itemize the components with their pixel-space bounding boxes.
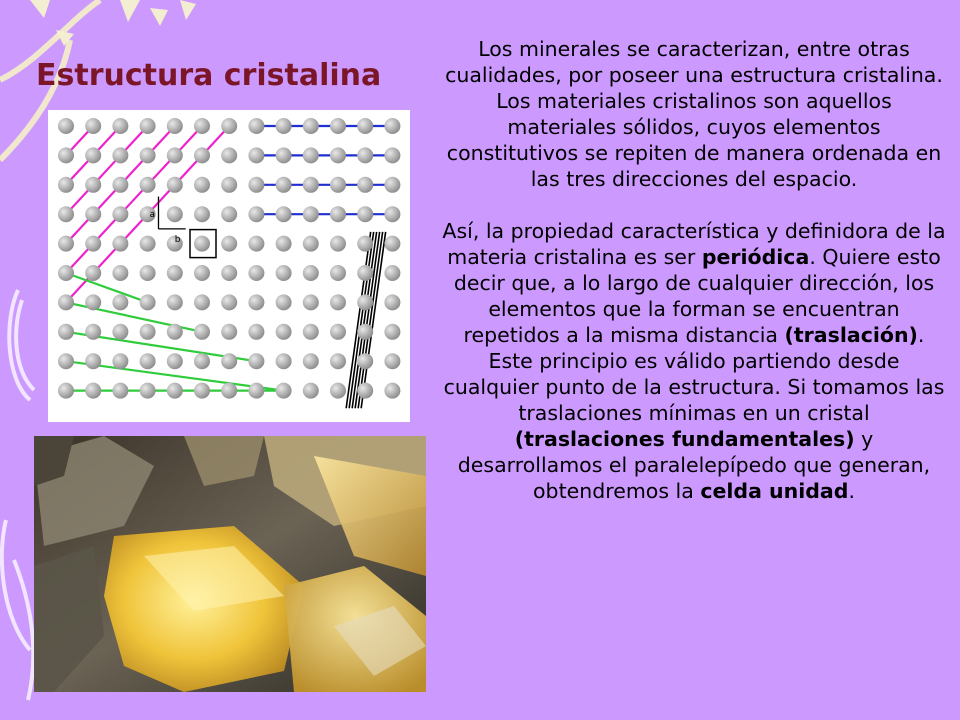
lattice-atom [167, 294, 183, 310]
paragraph-intro: Los minerales se caracterizan, entre otras cualidades, por poseer una estructura cristalina. Los materiales cristalinos son aquellos materiales sólidos, cuyos elementos constitutivos se repiten de manera ordenada en las tres direcciones del espacio. [445, 37, 943, 191]
lattice-atom [248, 383, 264, 399]
paragraph-periodicity [442, 218, 946, 504]
lattice-atom [58, 118, 74, 134]
lattice-atom [112, 324, 128, 340]
lattice-atom [276, 206, 292, 222]
lattice-atom [58, 324, 74, 340]
lattice-atom [167, 353, 183, 369]
lattice-atom [248, 265, 264, 281]
lattice-atom [221, 383, 237, 399]
lattice-atom [221, 118, 237, 134]
lattice-atom [112, 353, 128, 369]
lattice-atom [303, 294, 319, 310]
lattice-atom [221, 324, 237, 340]
lattice-atom [384, 147, 400, 163]
lattice-atom [58, 265, 74, 281]
axis-label-b: b [174, 234, 181, 245]
lattice-atom [140, 265, 156, 281]
lattice-atom [85, 383, 101, 399]
lattice-atom [194, 177, 210, 193]
lattice-atom [357, 324, 373, 340]
lattice-atom [384, 265, 400, 281]
text-span: Así, la propiedad característica y definidora de la materia cristalina es ser [442, 219, 946, 269]
lattice-atom [58, 177, 74, 193]
lattice-atom [221, 265, 237, 281]
lattice-atom [140, 383, 156, 399]
lattice-atom [167, 147, 183, 163]
lattice-atom [357, 118, 373, 134]
lattice-atom [221, 147, 237, 163]
lattice-atom [357, 353, 373, 369]
lattice-svg [48, 110, 410, 422]
lattice-atom [112, 383, 128, 399]
lattice-atom [303, 353, 319, 369]
lattice-atom [357, 383, 373, 399]
lattice-atom [194, 353, 210, 369]
lattice-atom [221, 206, 237, 222]
lattice-atom [384, 118, 400, 134]
lattice-atom [194, 147, 210, 163]
lattice-atom [167, 324, 183, 340]
lattice-atom [330, 118, 346, 134]
lattice-atom [303, 118, 319, 134]
lattice-atom [85, 147, 101, 163]
lattice-atom [167, 206, 183, 222]
lattice-atom [248, 324, 264, 340]
lattice-atom [112, 206, 128, 222]
lattice-atom [85, 324, 101, 340]
lattice-atom [221, 236, 237, 252]
slide-title: Estructura cristalina [36, 58, 382, 93]
lattice-atom [276, 118, 292, 134]
lattice-atom [276, 265, 292, 281]
lattice-atom [357, 265, 373, 281]
lattice-atom [167, 177, 183, 193]
lattice-atom [112, 177, 128, 193]
crystal-photo [34, 436, 426, 692]
lattice-atom [303, 236, 319, 252]
body-text [442, 36, 946, 504]
lattice-atom [248, 353, 264, 369]
lattice-atom [85, 353, 101, 369]
lattice-atom [194, 265, 210, 281]
lattice-atom [276, 147, 292, 163]
text-span: . Quiere esto decir que, a lo largo de cualquier dirección, los elementos que la forman se encuentran repetidos a la misma distancia [453, 245, 941, 347]
text-span: . [848, 479, 855, 503]
lattice-atom [85, 118, 101, 134]
lattice-atom [58, 294, 74, 310]
lattice-atom [58, 206, 74, 222]
lattice-atom [384, 177, 400, 193]
lattice-atom [303, 383, 319, 399]
lattice-atom [194, 118, 210, 134]
yellow-crystal-image [34, 436, 426, 692]
lattice-line-magenta [66, 126, 202, 273]
lattice-atom [357, 206, 373, 222]
lattice-atom [140, 353, 156, 369]
lattice-atom [276, 177, 292, 193]
lattice-atom [303, 265, 319, 281]
lattice-atom [276, 294, 292, 310]
lattice-atom [330, 265, 346, 281]
lattice-atom [357, 147, 373, 163]
lattice-atom [112, 147, 128, 163]
crystal-lattice-diagram [48, 110, 410, 422]
lattice-atom [248, 206, 264, 222]
lattice-atom [221, 353, 237, 369]
lattice-atom [303, 177, 319, 193]
lattice-atom [194, 206, 210, 222]
lattice-atom [140, 147, 156, 163]
lattice-atom [58, 147, 74, 163]
lattice-atom [276, 383, 292, 399]
lattice-atom [194, 383, 210, 399]
lattice-atom [140, 177, 156, 193]
lattice-atom [384, 383, 400, 399]
lattice-atom [194, 294, 210, 310]
lattice-atom [194, 236, 210, 252]
lattice-atom [221, 294, 237, 310]
term-celda-unidad: celda unidad [700, 479, 849, 503]
lattice-atom [330, 206, 346, 222]
lattice-atom [85, 206, 101, 222]
lattice-atom [384, 236, 400, 252]
lattice-atom [58, 353, 74, 369]
lattice-atom [357, 294, 373, 310]
lattice-atom [248, 177, 264, 193]
lattice-atom [384, 294, 400, 310]
lattice-atom [112, 236, 128, 252]
lattice-atom [276, 353, 292, 369]
lattice-atom [357, 177, 373, 193]
lattice-atom [167, 265, 183, 281]
lattice-atom [330, 236, 346, 252]
lattice-atom [221, 177, 237, 193]
lattice-atom [248, 118, 264, 134]
term-periodica: periódica [701, 245, 810, 269]
lattice-atom [330, 294, 346, 310]
lattice-atom [330, 147, 346, 163]
lattice-atom [303, 324, 319, 340]
lattice-atom [357, 236, 373, 252]
text-span: . Este principio es válido partiendo desde cualquier punto de la estructura. Si tomamos las traslaciones mínimas en un cristal [443, 323, 945, 425]
term-traslaciones-fundamentales: (traslaciones fundamentales) [514, 427, 855, 451]
term-traslacion: (traslación) [784, 323, 918, 347]
lattice-atom [248, 236, 264, 252]
lattice-atom [140, 294, 156, 310]
lattice-atom [58, 236, 74, 252]
axis-label-a: a [149, 210, 155, 221]
text-span: y desarrollamos el paralelepípedo que generan, obtendremos la [457, 427, 931, 503]
lattice-atom [248, 294, 264, 310]
lattice-atom [384, 206, 400, 222]
lattice-atom [303, 147, 319, 163]
lattice-atom [85, 294, 101, 310]
lattice-atom [384, 324, 400, 340]
lattice-atom [384, 353, 400, 369]
lattice-atom [330, 383, 346, 399]
lattice-atom [140, 118, 156, 134]
lattice-atom [330, 324, 346, 340]
lattice-atom [194, 324, 210, 340]
lattice-atom [303, 206, 319, 222]
lattice-atom [140, 324, 156, 340]
lattice-atom [330, 177, 346, 193]
lattice-atom [330, 353, 346, 369]
lattice-atom [140, 236, 156, 252]
lattice-atom [85, 265, 101, 281]
lattice-atom [167, 118, 183, 134]
lattice-atom [276, 236, 292, 252]
lattice-atom [85, 177, 101, 193]
lattice-atom [276, 324, 292, 340]
lattice-atom [167, 383, 183, 399]
lattice-atom [112, 294, 128, 310]
lattice-line-green [66, 302, 202, 331]
lattice-atom [112, 118, 128, 134]
lattice-atom [85, 236, 101, 252]
lattice-atom [58, 383, 74, 399]
lattice-atom [112, 265, 128, 281]
lattice-atom [248, 147, 264, 163]
